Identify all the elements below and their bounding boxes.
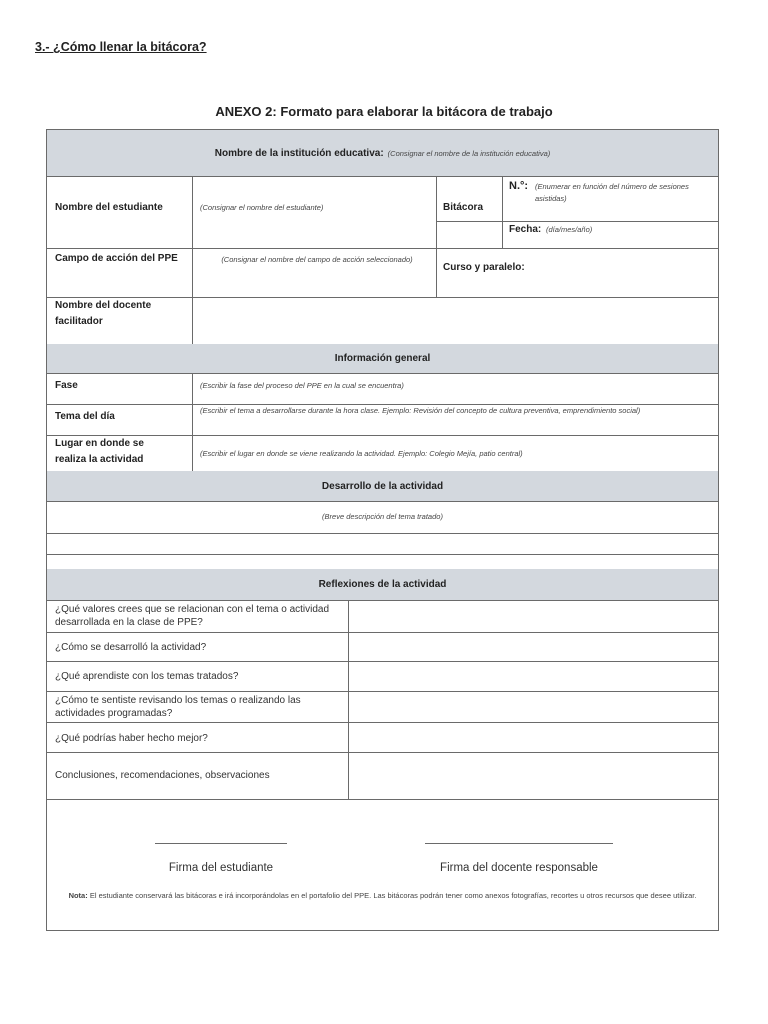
field-label: Campo de acción del PPE [55, 253, 178, 264]
grid-line [47, 661, 718, 662]
topic-hint: (Escribir el tema a desarrollarse durante la hora clase. Ejemplo: Revisión del concepto de cultura preventiva, emprendimiento social) [200, 406, 641, 415]
reflection-question: ¿Cómo te sentiste revisando los temas o realizando las actividades programadas? [55, 695, 301, 719]
note-text: El estudiante conservará las bitácoras e irá incorporándolas en el portafolio del PPE. Las bitácoras podrán tener como anexos fotografías, recortes u otros recursos que desee utilizar. [89, 891, 697, 900]
grid-line [47, 799, 718, 800]
note-label: Nota: [68, 891, 88, 900]
teacher-signature-line [425, 843, 613, 844]
development-hint: (Breve descripción del tema tratado) [322, 512, 443, 521]
development-header: Desarrollo de la actividad [47, 471, 718, 502]
grid-line [47, 533, 718, 534]
number-hint: (Enumerar en función del número de sesiones asistidas) [535, 182, 689, 203]
student-signature-line [155, 843, 287, 844]
grid-line [47, 297, 718, 298]
grid-line [436, 177, 437, 297]
grid-line [47, 248, 718, 249]
date-label: Fecha: [509, 224, 542, 235]
grid-line [47, 632, 718, 633]
grid-line [47, 752, 718, 753]
general-header: Información general [47, 344, 718, 374]
bitacora-label: Bitácora [443, 202, 484, 213]
grid-line [47, 435, 718, 436]
reflection-question: Conclusiones, recomendaciones, observaciones [55, 770, 270, 781]
grid-line [192, 374, 193, 471]
reflection-question: ¿Qué valores crees que se relacionan con el tema o actividad desarrollada en la clase de PPE? [55, 604, 330, 628]
institution-hint: (Consignar el nombre de la institución educativa) [387, 148, 551, 158]
teacher-label: Nombre del docente facilitador [55, 300, 152, 327]
annex-title: ANEXO 2: Formato para elaborar la bitácora de trabajo [215, 104, 553, 119]
date-hint: (día/mes/año) [546, 225, 593, 234]
section-heading: 3.- ¿Cómo llenar la bitácora? [35, 40, 207, 54]
logbook-form [46, 129, 719, 931]
institution-header [47, 130, 718, 177]
phase-hint: (Escribir la fase del proceso del PPE en la cual se encuentra) [200, 381, 404, 390]
reflections-header: Reflexiones de la actividad [47, 569, 718, 601]
phase-label: Fase [55, 380, 78, 391]
topic-label: Tema del día [55, 411, 115, 422]
number-label: N.°: [509, 180, 529, 192]
grid-line [502, 177, 503, 248]
grid-line [192, 177, 193, 344]
place-hint: (Escribir el lugar en donde se viene realizando la actividad. Ejemplo: Colegio Mejía, patio central) [200, 449, 523, 458]
grid-line [47, 691, 718, 692]
grid-line [47, 722, 718, 723]
grid-line [436, 221, 718, 222]
grid-line [47, 404, 718, 405]
student-signature-label: Firma del estudiante [168, 862, 274, 874]
institution-label: Nombre de la institución educativa: [214, 147, 384, 159]
grid-line [348, 601, 349, 799]
teacher-signature-label: Firma del docente responsable [440, 862, 598, 874]
student-hint: (Consignar el nombre del estudiante) [200, 203, 324, 212]
course-label: Curso y paralelo: [443, 262, 525, 273]
reflection-question: ¿Cómo se desarrolló la actividad? [55, 642, 207, 653]
note [57, 889, 708, 902]
reflection-question: ¿Qué podrías haber hecho mejor? [55, 733, 208, 744]
reflection-question: ¿Qué aprendiste con los temas tratados? [55, 671, 239, 682]
place-label: Lugar en donde se realiza la actividad [55, 438, 144, 465]
student-label: Nombre del estudiante [55, 202, 163, 213]
field-hint: (Consignar el nombre del campo de acción seleccionado) [221, 255, 413, 264]
grid-line [47, 554, 718, 555]
